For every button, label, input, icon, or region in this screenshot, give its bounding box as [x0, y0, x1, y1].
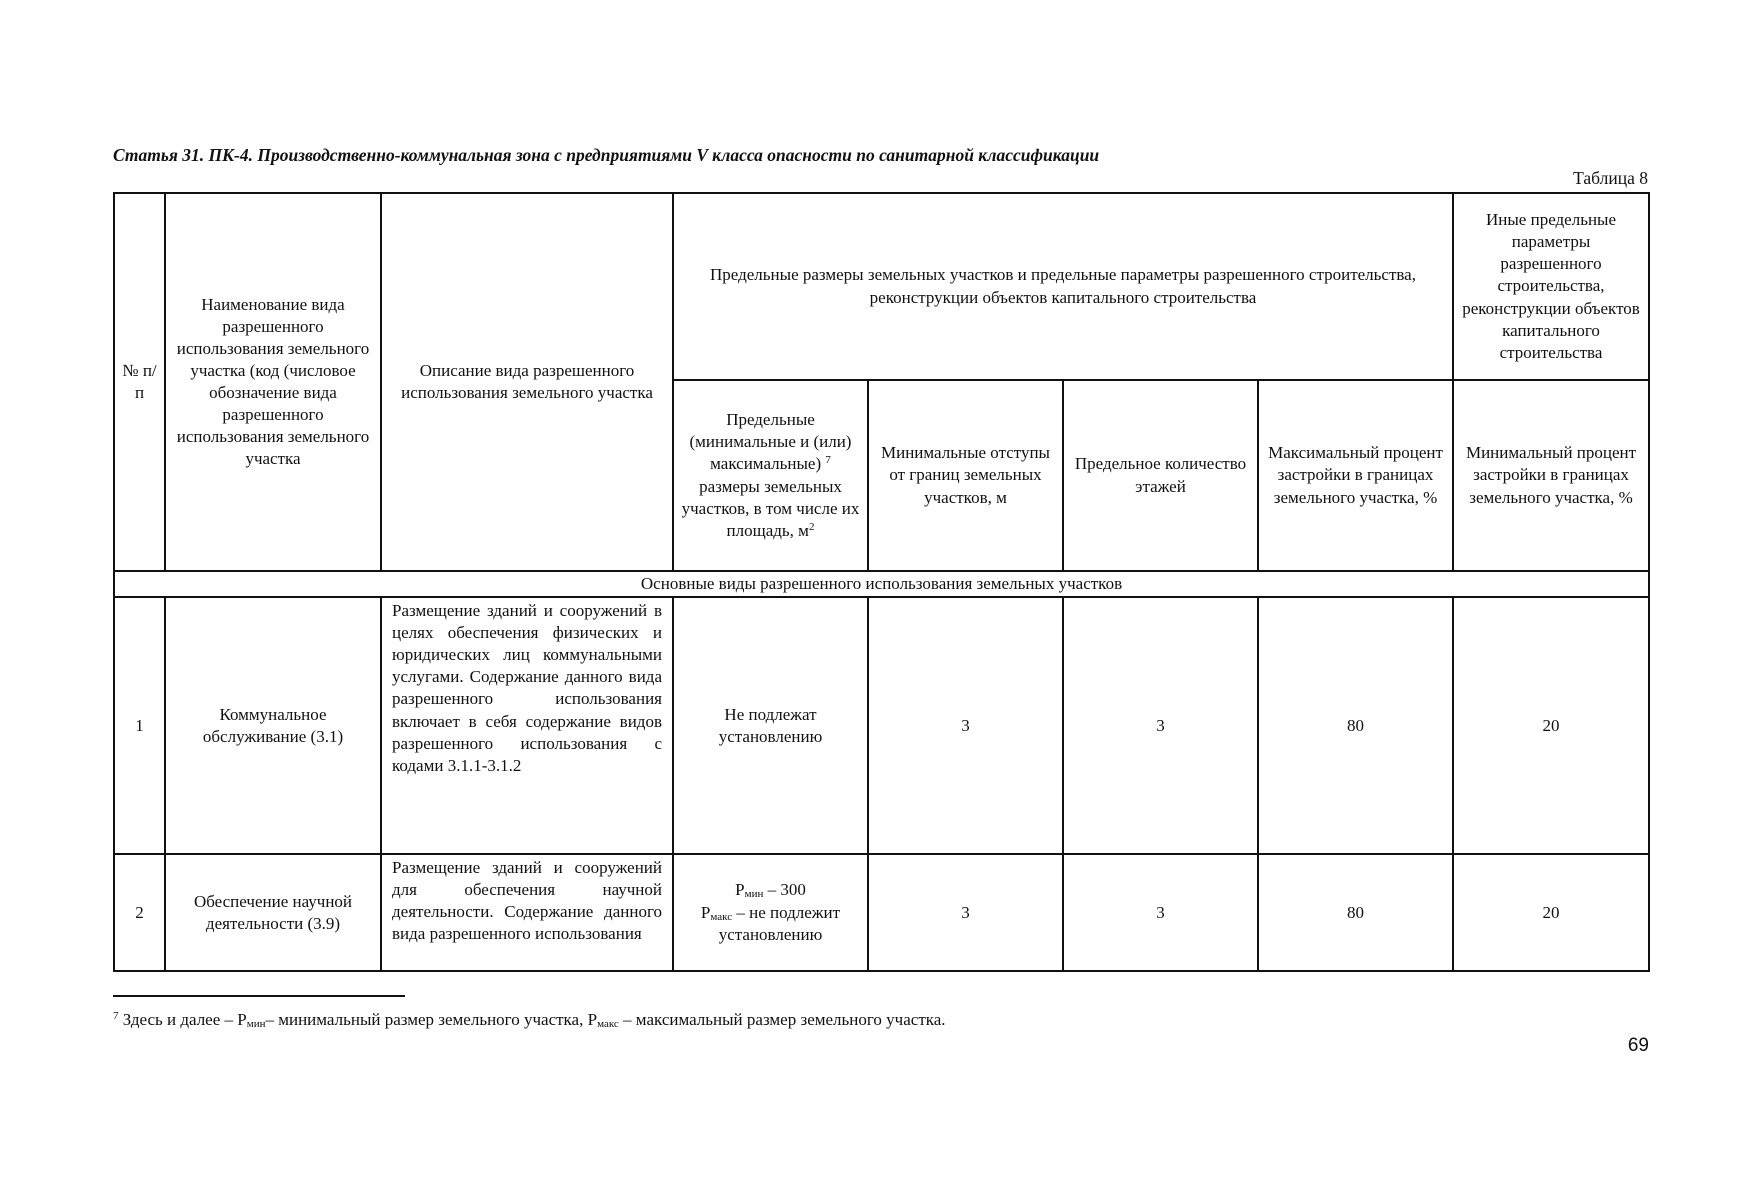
footnote-ref: 7 — [825, 454, 831, 467]
header-num: № п/п — [114, 193, 165, 571]
row-min-coverage: 20 — [1453, 854, 1649, 971]
row-plot-size — [673, 854, 868, 971]
row-setbacks: 3 — [868, 597, 1063, 854]
row-max-coverage: 80 — [1258, 597, 1453, 854]
header-description: Описание вида разрешенного использования земельного участка — [381, 193, 673, 571]
row-name: Обеспечение научной деятельности (3.9) — [165, 854, 381, 971]
header-limits-group: Предельные размеры земельных участков и предельные параметры разрешенного строительства, реконструкции объектов капитального строительства — [673, 193, 1453, 380]
header-name: Наименование вида разрешенного использования земельного участка (код (числовое обозначение вида разрешенного использования земельного участка — [165, 193, 381, 571]
table-row — [114, 597, 1649, 854]
footnote-separator — [113, 995, 405, 997]
header-plot-size-text: Предельные (минимальные и (или) максимальные) — [689, 410, 852, 474]
zoning-parameters-table — [113, 192, 1650, 972]
header-max-coverage: Максимальный процент застройки в границах земельного участка, % — [1258, 380, 1453, 571]
row-max-coverage: 80 — [1258, 854, 1453, 971]
plot-size-min-line: Рмин – 300 — [735, 880, 806, 901]
row-num: 1 — [114, 597, 165, 854]
row-floors: 3 — [1063, 854, 1258, 971]
row-description: Размещение зданий и сооружений для обеспечения научной деятельности. Содержание данного вида разрешенного использования — [381, 854, 673, 971]
header-floors: Предельное количество этажей — [1063, 380, 1258, 571]
row-floors: 3 — [1063, 597, 1258, 854]
unit-exponent: 2 — [808, 520, 815, 533]
row-min-coverage: 20 — [1453, 597, 1649, 854]
header-plot-size-text-cont: размеры земельных участков, в том числе их площадь, м — [681, 476, 860, 540]
row-setbacks: 3 — [868, 854, 1063, 971]
page-number: 69 — [1627, 1035, 1649, 1056]
table-row — [114, 854, 1649, 971]
row-name: Коммунальное обслуживание (3.1) — [165, 597, 381, 854]
header-min-coverage: Минимальный процент застройки в границах земельного участка, % — [1453, 380, 1649, 571]
footnote-marker: 7 — [113, 1010, 119, 1022]
table-label: Таблица 8 — [1573, 168, 1648, 188]
header-other-params: Иные предельные параметры разрешенного строительства, реконструкции объектов капитального строительства — [1453, 193, 1649, 380]
footnote: $^7$ Здесь и далее – Рмин– минимальный размер земельного участка, Рмакс – максимальный размер земельного участка. — [113, 1010, 946, 1030]
section-title: Основные виды разрешенного использования земельных участков — [114, 571, 1649, 597]
row-num: 2 — [114, 854, 165, 971]
header-plot-size — [673, 380, 868, 571]
plot-size-max-line: Рмакс – не подлежит установлению — [700, 902, 841, 944]
row-plot-size: Не подлежат установлению — [673, 597, 868, 854]
row-description: Размещение зданий и сооружений в целях обеспечения физических и юридических лиц коммунальными услугами. Содержание данного вида разрешенного использования включает в себя содержание видов разрешенного использования с кодами 3.1.1-3.1.2 — [381, 597, 673, 854]
article-heading: Статья 31. ПК-4. Производственно-коммунальная зона с предприятиями V класса опасности по санитарной классификации — [113, 145, 1100, 165]
header-setbacks: Минимальные отступы от границ земельных участков, м — [868, 380, 1063, 571]
